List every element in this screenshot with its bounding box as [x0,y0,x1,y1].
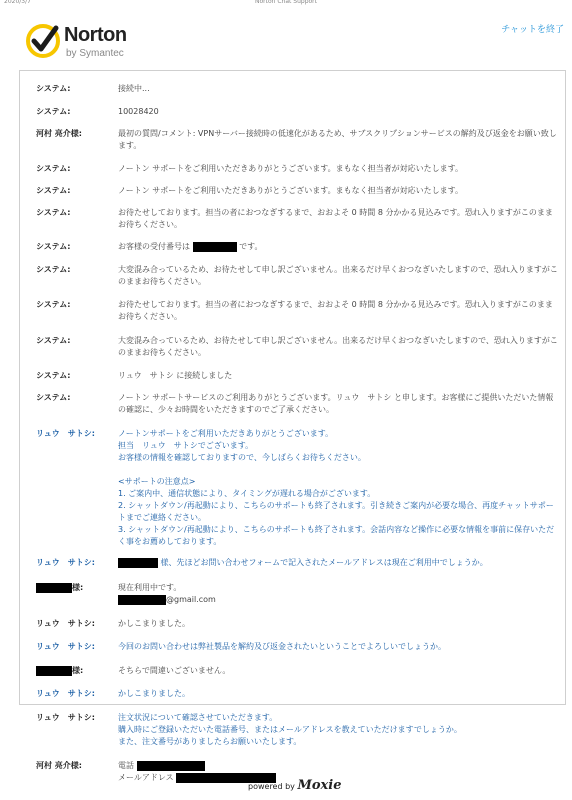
message-text-part: お客様の受付番号は [118,242,190,251]
speaker-label: リュウ サトシ: [36,558,95,567]
redacted-block [118,558,158,568]
end-chat-link[interactable]: チャットを終了 [501,25,564,35]
speaker-label: リュウ サトシ: [36,713,95,722]
message-line [118,594,560,606]
message-text: 接続中... [118,84,150,93]
message-text: お待たせしております。担当の者におつなぎするまで、おおよそ 0 時間 8 分かかる見込みです。恐れ入りますがこのままお待ちください。 [118,208,553,229]
speaker-label: リュウ サトシ: [36,429,95,438]
message-text: お待たせしております。担当の者におつなぎするまで、おおよそ 0 時間 8 分かかる見込みです。恐れ入りますがこのままお待ちください。 [118,300,553,321]
message-text: ノートン サポートをご利用いただきありがとうございます。まもなく担当者が対応いたします。 [118,186,464,195]
speaker-label: 河村 亮介様: [36,129,82,138]
email-suffix: @gmail.com [166,595,216,604]
message-line: また、注文番号がありましたらお願いいたします。 [118,737,302,746]
message-text-part: です。 [239,242,263,251]
message-text-part: 様、先ほどお問い合わせフォームで記入されたメールアドレスは現在ご利用中でしょうか。 [160,558,488,567]
phone-label: 電話 [118,761,134,770]
speaker-label: システム: [36,107,71,116]
message-line: <サポートの注意点> [118,477,196,486]
redacted-block [137,761,205,771]
message-line: 注文状況について確認させていただきます。 [118,713,278,722]
brand-name: Norton [64,24,127,46]
speaker-label: リュウ サトシ: [36,642,95,651]
speaker-label: システム: [36,371,71,380]
chat-transcript[interactable] [19,70,566,705]
powered-by-moxie [248,778,341,793]
message-text: 今回のお問い合わせは弊社製品を解約及び返金されたいということでよろしいでしょうか。 [118,642,446,651]
norton-checkmark-icon [26,24,60,58]
speaker-label: システム: [36,300,71,309]
redacted-block [193,242,237,252]
message-text [118,428,560,548]
message-line: 購入時にご登録いただいた電話番号、またはメールアドレスを教えていただけますでしょうか。 [118,725,462,734]
norton-logo [26,20,166,64]
brand-sub: by Symantec [66,48,124,59]
message-text: 10028420 [118,107,159,116]
speaker-label: システム: [36,336,71,345]
speaker-label [36,582,83,594]
redacted-block [36,583,72,593]
message-line: 1. ご案内中、通信状態により、タイミングが遅れる場合がございます。 [118,489,376,498]
message-text: リュウ サトシ に接続しました [118,371,233,380]
top-bar [0,0,572,6]
message-text: 最初の質問/コメント: VPNサーバー接続時の低速化があるため、サブスクリプションサービスの解約及び返金をお願い致します。 [118,129,557,150]
message-text [118,712,558,748]
moxie-logo: Moxie [297,778,342,793]
speaker-label: システム: [36,164,71,173]
print-date: 2020/3/7 [4,0,31,5]
message-text: ノートン サポートをご利用いただきありがとうございます。まもなく担当者が対応いたします。 [118,164,464,173]
message-line: 担当 リュウ サトシでございます。 [118,441,254,450]
speaker-label: リュウ サトシ: [36,619,95,628]
speaker-label: システム: [36,208,71,217]
redacted-block [118,595,166,605]
message-text: 大変混み合っているため、お待たせして申し訳ございません。出来るだけ早くおつなぎいたしますので、恐れ入りますがこのままお待ちください。 [118,265,558,286]
redacted-block [36,666,72,676]
message-line: お客様の情報を確認しておりますので、今しばらくお待ちください。 [118,453,366,462]
message-text [118,582,560,606]
message-text: 大変混み合っているため、お待たせして申し訳ございません。出来るだけ早くおつなぎいたしますので、恐れ入りますがこのままお待ちください。 [118,336,558,357]
message-line [118,464,560,476]
speaker-label: システム: [36,393,71,402]
message-line: 現在利用中です。 [118,583,182,592]
speaker-label: システム: [36,242,71,251]
message-line: 3. シャットダウン/再起動により、こちらのサポートも終了されます。会話内容など操作に必要な情報を事前に保存いただく事をお薦めしております。 [118,525,555,546]
message-text [118,241,560,253]
message-line: 2. シャットダウン/再起動により、こちらのサポートも終了されます。引き続きご案内が必要な場合、再度チャットサポートまでご連絡ください。 [118,501,554,522]
message-text [118,557,560,569]
message-text: そちらで間違いございません。 [118,666,231,675]
speaker-label-suffix: 様: [72,666,84,675]
message-line: ノートンサポートをご利用いただきありがとうございます。 [118,429,334,438]
speaker-label-suffix: 様: [72,583,84,592]
email-label: メールアドレス [118,773,174,782]
speaker-label: システム: [36,84,71,93]
speaker-label: リュウ サトシ: [36,689,95,698]
message-text: ノートン サポートサービスのご利用ありがとうございます。リュウ サトシ と申します。お客様にご提供いただいた情報の確認に、少々お時間をいただきますのでご了承ください。 [118,393,554,414]
speaker-label: システム: [36,186,71,195]
speaker-label [36,665,83,677]
powered-by-text: powered by [248,782,295,791]
message-text: かしこまりました。 [118,619,190,628]
message-line [118,760,558,772]
message-text: かしこまりました。 [118,689,190,698]
speaker-label: 河村 亮介様: [36,761,82,770]
speaker-label: システム: [36,265,71,274]
window-title: Norton Chat Support [254,0,318,5]
